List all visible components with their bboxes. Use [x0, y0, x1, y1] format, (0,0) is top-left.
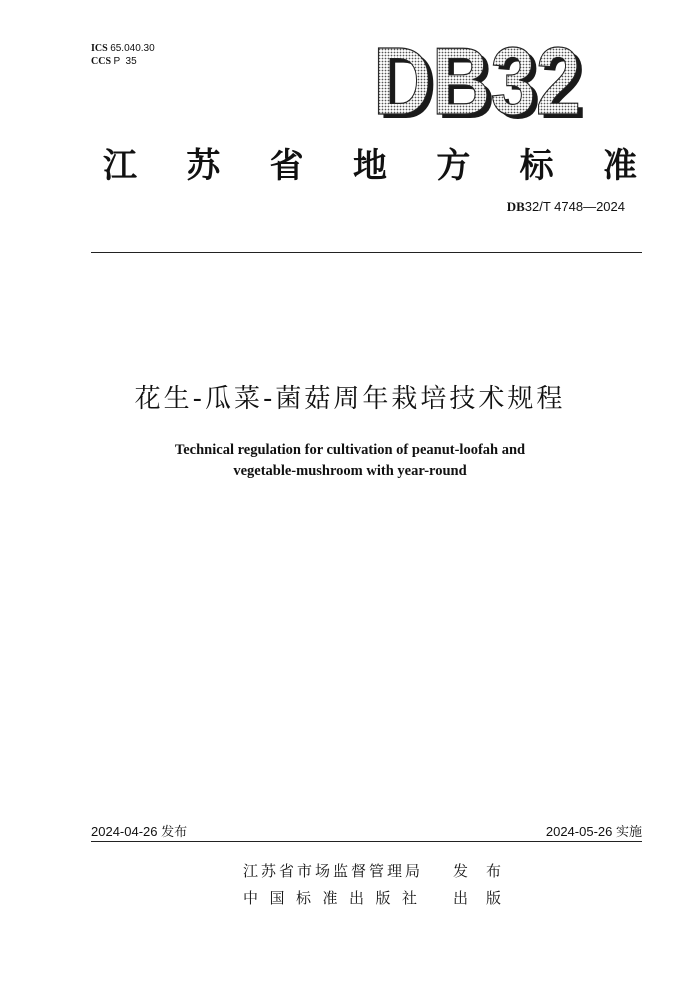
db32-logo [372, 42, 592, 124]
ics-label: ICS [91, 43, 108, 54]
standard-type-heading [100, 138, 640, 187]
standard-code-prefix: DB [506, 199, 525, 214]
heading-char: 苏 [186, 146, 221, 186]
title-chinese: 花生-瓜菜-菌菇周年栽培技术规程 [134, 384, 566, 414]
bottom-divider [91, 841, 642, 842]
heading-char: 江 [103, 146, 137, 186]
issuer-row [243, 860, 519, 881]
title-english-line-2: vegetable-mushroom with year-round [233, 463, 467, 479]
svg-text:DB32: DB32 [378, 42, 586, 124]
top-divider [91, 252, 642, 253]
ics-line [91, 42, 155, 55]
implement-label: 实施 [615, 825, 642, 840]
implement-date: 2024-05-26 [545, 824, 613, 839]
issuer-action: 出版 [453, 889, 520, 907]
release-date: 2024-04-26 [91, 824, 158, 839]
issuer-name: 江苏省市场监督管理局 [243, 862, 424, 880]
heading-char: 地 [352, 146, 387, 186]
ccs-label: CCS [91, 56, 112, 67]
issuer-name: 中国标准出版社 [243, 889, 429, 907]
issuer-row [243, 887, 519, 908]
logo-text: DB32 [373, 42, 581, 124]
standard-code [507, 199, 625, 215]
heading-char: 方 [436, 146, 471, 186]
standard-code-number: 32/T 4748—2024 [524, 199, 625, 214]
release-date-block [91, 821, 187, 840]
heading-char: 省 [269, 146, 304, 186]
classification-codes [91, 42, 155, 68]
issuer-action: 发布 [453, 862, 520, 880]
title-english-line-1: Technical regulation for cultivation of peanut-loofah and [174, 442, 526, 458]
ccs-line [91, 55, 155, 68]
ccs-value: P 35 [113, 56, 137, 67]
heading-char: 准 [602, 146, 637, 186]
title-english [0, 440, 700, 482]
implement-date-block [546, 821, 642, 840]
release-label: 发布 [161, 825, 188, 840]
heading-char: 标 [519, 146, 554, 186]
ics-value: 65.040.30 [110, 43, 155, 54]
